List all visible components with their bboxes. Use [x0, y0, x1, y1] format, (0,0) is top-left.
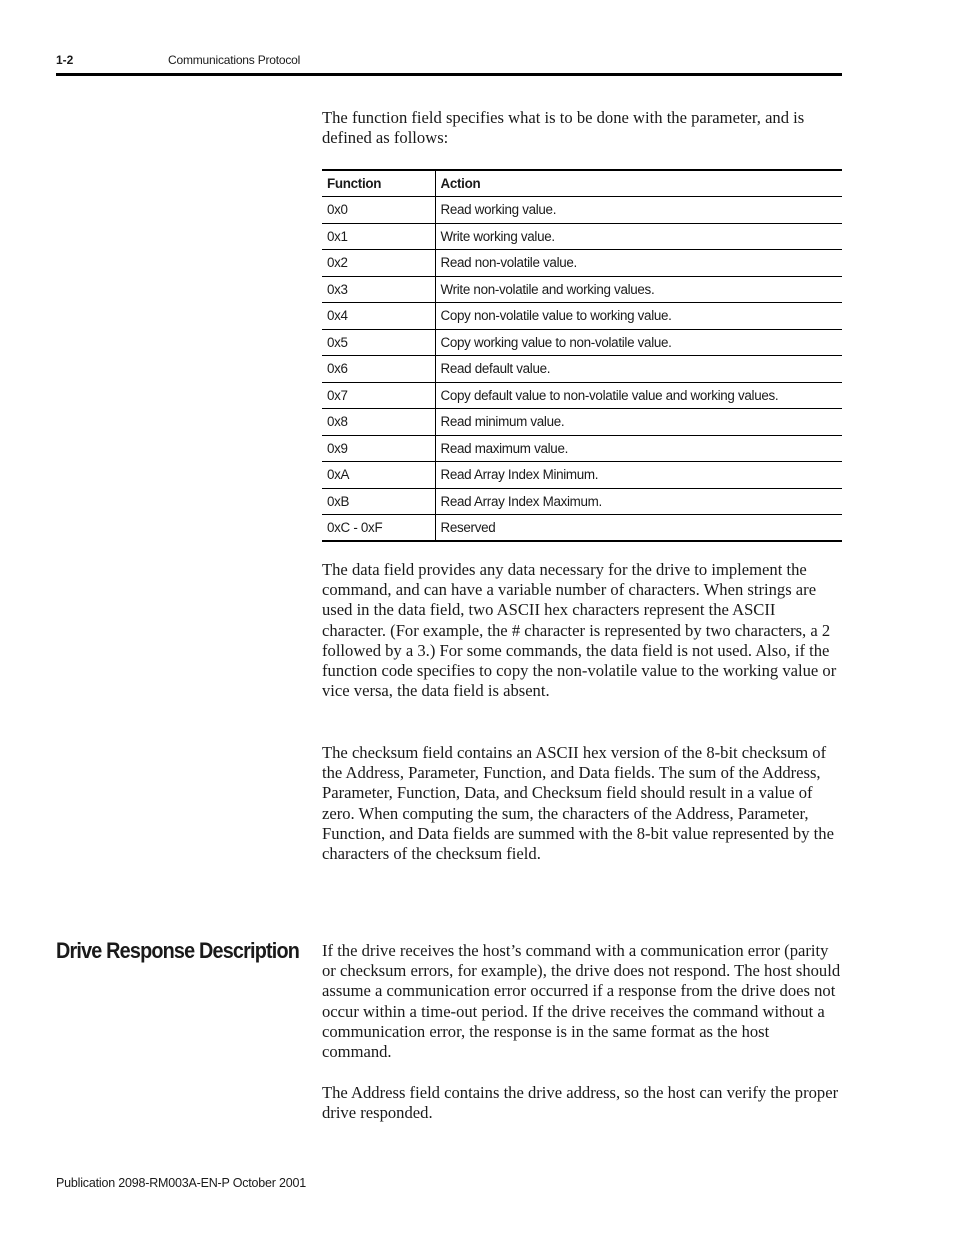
header-rule [56, 73, 842, 76]
function-code-cell: 0x5 [322, 329, 435, 356]
action-cell: Read maximum value. [435, 435, 842, 462]
action-cell: Reserved [435, 515, 842, 542]
table-row [322, 197, 842, 224]
drive-response-paragraph: If the drive receives the host’s command with a communication error (parity or checksum errors, for example), the drive does not respond. The host should assume a communication error occurred if a response from the drive does not occur within a time-out period. If the drive receives the command without a communication error, the response is in the same format as the host command. [322, 941, 841, 1062]
action-cell: Read Array Index Maximum. [435, 488, 842, 515]
table-row [322, 488, 842, 515]
action-cell: Copy default value to non-volatile value and working values. [435, 382, 842, 409]
function-code-cell: 0x9 [322, 435, 435, 462]
function-code-cell: 0xB [322, 488, 435, 515]
column-header-function: Function [322, 170, 435, 197]
function-code-cell: 0x1 [322, 223, 435, 250]
action-cell: Write non-volatile and working values. [435, 276, 842, 303]
function-code-cell: 0xA [322, 462, 435, 489]
action-cell: Read working value. [435, 197, 842, 224]
table-row [322, 462, 842, 489]
table-row [322, 250, 842, 277]
section-heading: Drive Response Description [56, 938, 300, 963]
action-cell: Read non-volatile value. [435, 250, 842, 277]
data-field-paragraph: The data field provides any data necessary for the drive to implement the command, and can have a variable number of characters. When strings are used in the data field, two ASCII hex characters represent the ASCII character. (For example, the # character is represented by two characters, a 2 followed by a 3.) For some commands, the data field is not used. Also, if the function code specifies to copy the non-volatile value to the working value or vice versa, the data field is absent. [322, 560, 837, 701]
function-code-cell: 0x4 [322, 303, 435, 330]
table-row [322, 303, 842, 330]
action-cell: Read minimum value. [435, 409, 842, 436]
table-row [322, 382, 842, 409]
action-cell: Read Array Index Minimum. [435, 462, 842, 489]
page-number: 1-2 [56, 53, 74, 67]
intro-paragraph: The function field specifies what is to be done with the parameter, and is defined as follows: [322, 108, 805, 148]
table-row [322, 329, 842, 356]
table-row [322, 435, 842, 462]
action-cell: Write working value. [435, 223, 842, 250]
function-code-cell: 0x7 [322, 382, 435, 409]
table-header-row [322, 170, 842, 197]
running-header-title: Communications Protocol [168, 53, 301, 67]
address-field-paragraph: The Address field contains the drive address, so the host can verify the proper drive responded. [322, 1083, 839, 1123]
function-code-cell: 0xC - 0xF [322, 515, 435, 542]
publication-footer: Publication 2098-RM003A-EN-P October 2001 [56, 1176, 307, 1190]
function-code-cell: 0x6 [322, 356, 435, 383]
function-code-cell: 0x8 [322, 409, 435, 436]
action-cell: Copy working value to non-volatile value. [435, 329, 842, 356]
function-code-cell: 0x2 [322, 250, 435, 277]
table-row [322, 223, 842, 250]
table-row [322, 276, 842, 303]
table-row [322, 409, 842, 436]
action-cell: Read default value. [435, 356, 842, 383]
action-cell: Copy non-volatile value to working value. [435, 303, 842, 330]
function-code-cell: 0x0 [322, 197, 435, 224]
function-code-cell: 0x3 [322, 276, 435, 303]
table-body [322, 197, 842, 542]
column-header-action: Action [435, 170, 842, 197]
table-row [322, 515, 842, 542]
function-codes-table [322, 169, 842, 542]
table-row [322, 356, 842, 383]
checksum-field-paragraph: The checksum field contains an ASCII hex version of the 8-bit checksum of the Address, Parameter, Function, and Data fields. The sum of the Address, Parameter, Function, Data, and Checksum field should result in a value of zero. When computing the sum, the characters of the Address, Parameter, Function, and Data fields are summed with the 8-bit value represented by the characters of the checksum field. [322, 743, 834, 864]
